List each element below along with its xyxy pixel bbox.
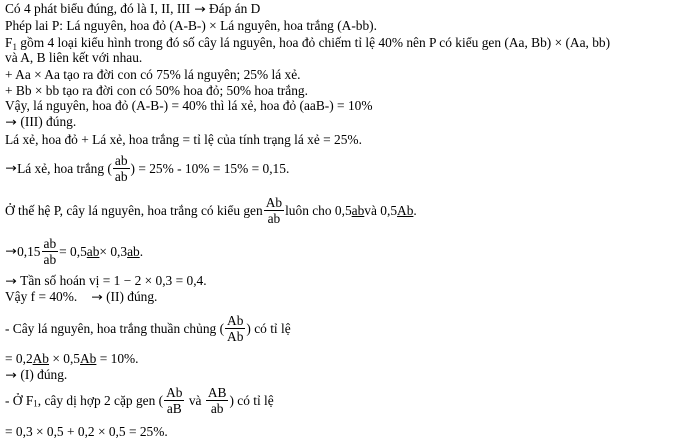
text: luôn cho 0,5 xyxy=(285,203,352,218)
genotype-fraction xyxy=(164,385,184,416)
line-cross: Phép lai P: Lá nguyên, hoa đỏ (A-B-) × Lá nguyên, hoa trắng (A-bb). xyxy=(5,18,377,33)
text: - Ở F xyxy=(5,393,34,408)
fraction-numerator: ab xyxy=(43,236,57,251)
answer-text: Đáp án D xyxy=(208,1,261,16)
arrow-icon: → xyxy=(90,290,103,304)
fraction-numerator: AB xyxy=(207,385,227,400)
conclusion-text: Có 4 phát biểu đúng, đó là I, II, III xyxy=(5,1,191,16)
line-i-true xyxy=(5,367,67,383)
f1-text: gồm 4 loại kiểu hình trong đó số cây lá nguyên, hoa đỏ chiếm tỉ lệ 40% nên P có kiểu gen (Aa, Bb) × (Aa, bb) xyxy=(16,35,611,50)
text: (I) đúng. xyxy=(17,367,68,382)
fraction-denominator: Ab xyxy=(227,329,244,344)
arrow-icon: → xyxy=(5,368,17,382)
line-ii-true xyxy=(5,289,157,305)
text: Ở thế hệ P, cây lá nguyên, hoa trắng có kiểu gen xyxy=(5,203,263,218)
gamete: Ab xyxy=(32,351,50,366)
text: (II) đúng. xyxy=(102,289,158,304)
line-f1 xyxy=(5,35,610,50)
text: Lá xẻ, hoa trắng ( xyxy=(17,161,112,176)
text: × 0,5 xyxy=(49,351,81,366)
line-ratio: Vậy, lá nguyên, hoa đỏ (A-B-) = 40% thì lá xẻ, hoa đỏ (aaB-) = 10% xyxy=(5,98,373,113)
text: . xyxy=(139,244,144,259)
genotype-fraction xyxy=(206,385,229,416)
text: = 10%. xyxy=(96,351,139,366)
line-iii-true xyxy=(5,114,76,130)
fraction-numerator: ab xyxy=(114,153,128,168)
arrow-icon: → xyxy=(5,274,17,288)
fraction-denominator: aB xyxy=(166,401,182,416)
fraction-numerator: Ab xyxy=(265,195,283,210)
text: × 0,3 xyxy=(99,244,128,259)
line-p-gametes xyxy=(5,195,417,226)
gamete: ab xyxy=(351,203,365,218)
line-ab-ratio xyxy=(5,153,289,184)
fraction-denominator: ab xyxy=(267,211,281,226)
fraction-denominator: ab xyxy=(114,169,128,184)
line-aa-cross: + Aa × Aa tạo ra đời con có 75% lá nguyên; 25% lá xẻ. xyxy=(5,67,301,82)
text: - Cây lá nguyên, hoa trắng thuần chủng ( xyxy=(5,321,225,336)
text: , cây dị hợp 2 cặp gen ( xyxy=(37,393,164,408)
arrow-icon: → xyxy=(193,2,206,16)
line-linkage: và A, B liên kết với nhau. xyxy=(5,50,143,65)
text: . xyxy=(413,203,417,218)
line-frequency xyxy=(5,273,207,289)
fraction-numerator: Ab xyxy=(166,385,183,400)
genotype-fraction xyxy=(42,236,59,267)
gamete: ab xyxy=(127,244,140,259)
fraction-numerator: Ab xyxy=(227,313,244,328)
fraction-denominator: ab xyxy=(43,252,57,267)
genotype-fraction xyxy=(113,153,130,184)
text: = 0,2 xyxy=(5,351,33,366)
gamete: Ab xyxy=(80,351,97,366)
gamete: Ab xyxy=(397,203,414,218)
arrow-icon: → xyxy=(5,115,17,129)
arrow-icon: → xyxy=(5,161,17,175)
text: Tần số hoán vị = 1 − 2 × 0,3 = 0,4. xyxy=(17,273,207,288)
text: ) = 25% - 10% = 15% = 0,15. xyxy=(130,161,290,176)
text: ) có tỉ lệ xyxy=(246,321,291,336)
genotype-fraction xyxy=(225,313,245,344)
fraction-denominator: ab xyxy=(210,401,224,416)
text: 0,15 xyxy=(17,244,41,259)
line-final-calc: = 0,3 × 0,5 + 0,2 × 0,5 = 25%. xyxy=(5,424,168,439)
line-conclusion xyxy=(5,1,260,17)
text: = 0,5 xyxy=(59,244,87,259)
genotype-fraction xyxy=(264,195,284,226)
f-subscript: 1 xyxy=(12,42,17,52)
line-gamete-calc xyxy=(5,236,143,267)
f-subscript: 1 xyxy=(33,398,38,409)
line-double-heterozygote xyxy=(5,385,274,416)
text: và xyxy=(185,393,205,408)
line-pure-breeding xyxy=(5,313,291,344)
arrow-icon: → xyxy=(5,244,17,258)
statement-text: (III) đúng. xyxy=(17,114,77,129)
line-pure-calc xyxy=(5,351,139,366)
text: và 0,5 xyxy=(364,203,398,218)
line-leaf-sum: Lá xẻ, hoa đỏ + Lá xẻ, hoa trắng = tỉ lệ của tính trạng lá xẻ = 25%. xyxy=(5,132,362,147)
text: Vậy f = 40%. xyxy=(5,289,91,304)
gamete: ab xyxy=(86,244,100,259)
f-label: F xyxy=(5,35,13,50)
line-bb-cross: + Bb × bb tạo ra đời con có 50% hoa đỏ; 50% hoa trắng. xyxy=(5,83,308,98)
text: ) có tỉ lệ xyxy=(229,393,274,408)
